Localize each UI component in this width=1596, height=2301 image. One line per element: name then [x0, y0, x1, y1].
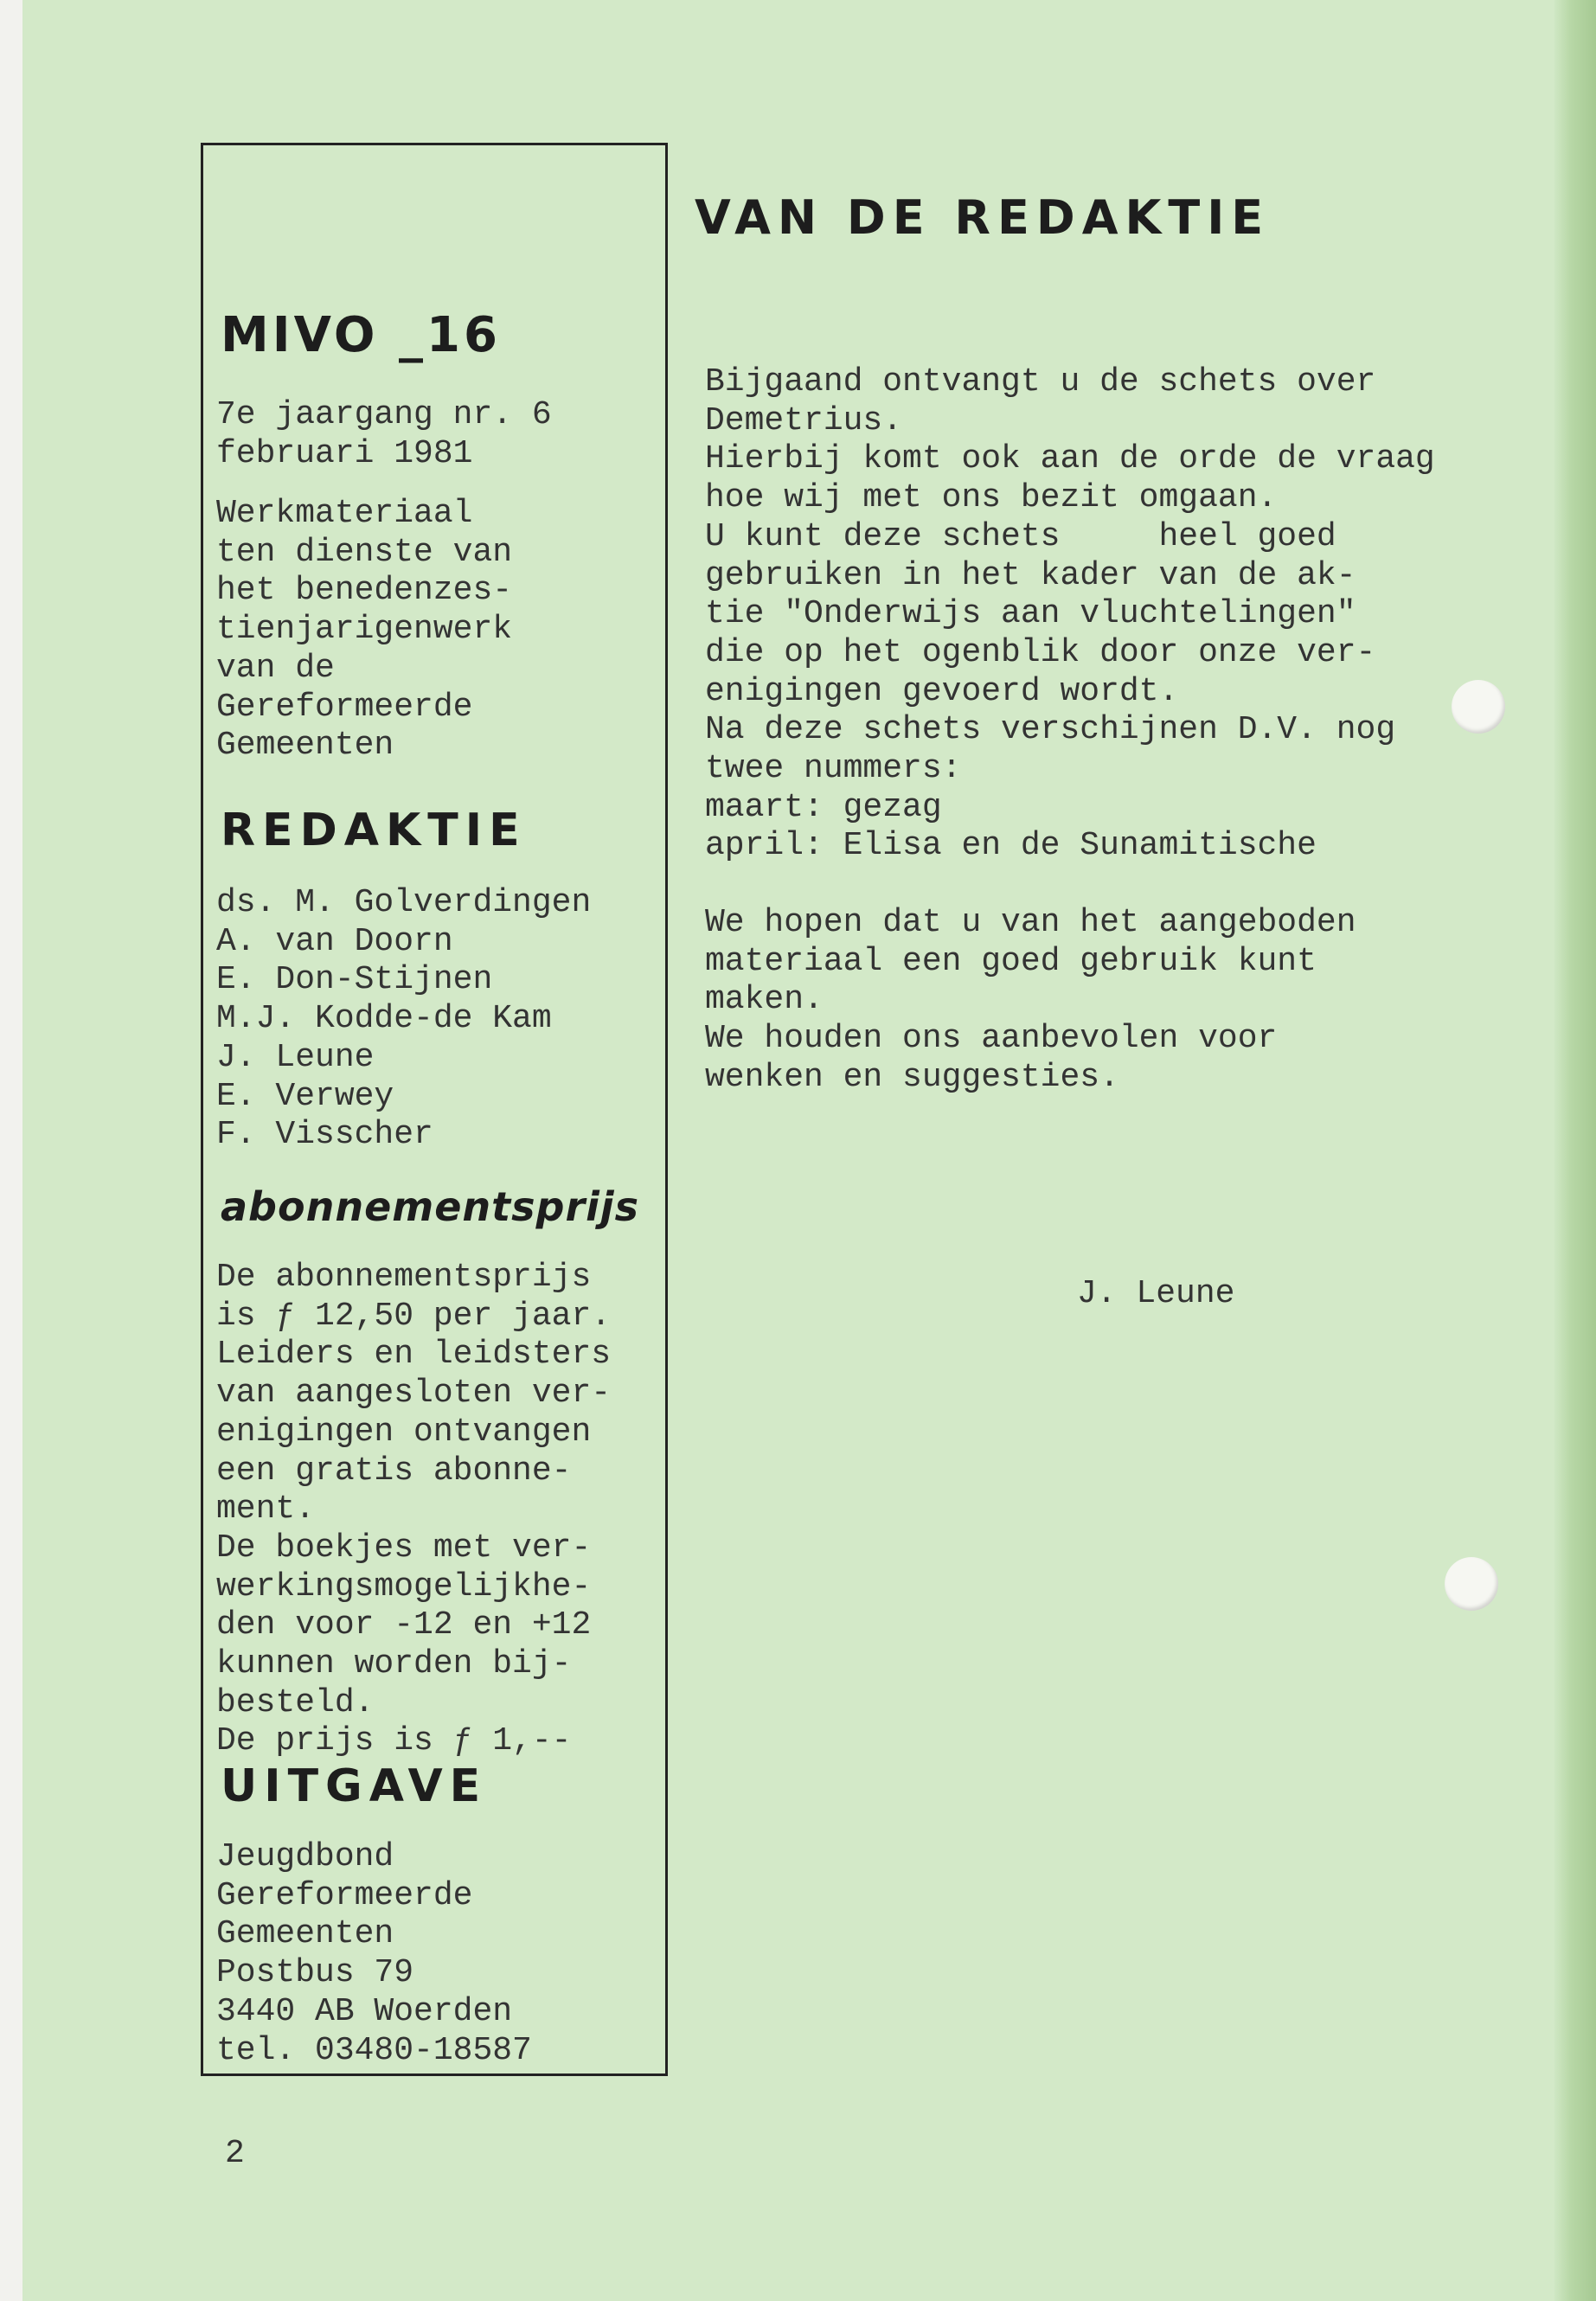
text-line: van de: [216, 649, 335, 687]
text-line: Jeugdbond: [216, 1838, 394, 1875]
text-line: 3440 AB Woerden: [216, 1992, 513, 2030]
page-number: 2: [225, 2135, 245, 2172]
text-line: kunnen worden bij-: [216, 1645, 572, 1683]
abonnement-heading: abonnementsprijs: [221, 1183, 640, 1230]
text-line: hoe wij met ons bezit omgaan.: [705, 479, 1278, 517]
text-line: april: Elisa en de Sunamitische: [705, 827, 1317, 865]
text-line: F. Visscher: [216, 1116, 433, 1154]
text-line: Demetrius.: [705, 401, 903, 439]
text-line: ds. M. Golverdingen: [216, 884, 592, 921]
text-line: ment.: [216, 1490, 316, 1529]
uitgave-heading: UITGAVE: [221, 1760, 488, 1812]
text-line: tel. 03480-18587: [216, 2031, 532, 2069]
punch-hole: [1445, 1557, 1498, 1611]
scan-edge-left: [0, 0, 22, 2301]
text-line: Gemeenten: [216, 1915, 394, 1953]
scan-edge-right: [1554, 0, 1596, 2301]
text-line: materiaal een goed gebruik kunt: [705, 942, 1317, 980]
text-line: De boekjes met ver-: [216, 1529, 592, 1567]
text-line: ten dienste van: [216, 533, 513, 571]
text-line: gebruiken in het kader van de ak-: [705, 556, 1356, 594]
text-line: Na deze schets verschijnen D.V. nog: [705, 711, 1396, 749]
text-line: De prijs is ƒ 1,--: [216, 1722, 572, 1760]
text-line: E. Don-Stijnen: [216, 961, 493, 999]
text-line: enigingen ontvangen: [216, 1413, 592, 1451]
text-line: A. van Doorn: [216, 922, 453, 960]
issue-info: [216, 396, 552, 473]
text-line: tie "Onderwijs aan vluchtelingen": [705, 595, 1356, 633]
text-line: De abonnementsprijs: [216, 1259, 592, 1296]
text-line: het benedenzes-: [216, 572, 513, 610]
article-heading: VAN DE REDAKTIE: [695, 190, 1271, 245]
text-line: enigingen gevoerd wordt.: [705, 672, 1179, 710]
magazine-title: MIVO _16: [221, 307, 501, 363]
abonnement-text: [216, 1259, 611, 1761]
text-line: werkingsmogelijkhe-: [216, 1567, 592, 1606]
redaktie-heading: REDAKTIE: [221, 804, 527, 856]
text-line: Gereformeerde: [216, 1876, 473, 1914]
punch-hole: [1452, 680, 1505, 734]
article-paragraph-2: [705, 904, 1356, 1098]
redaktie-members: [216, 884, 591, 1155]
text-line: maken.: [705, 981, 824, 1019]
magazine-description: [216, 495, 512, 766]
text-line: 7e jaargang nr. 6: [216, 396, 552, 433]
text-line: maart: gezag: [705, 788, 942, 826]
text-line: Postbus 79: [216, 1954, 414, 1992]
text-line: twee nummers:: [705, 750, 962, 788]
text-line: besteld.: [216, 1683, 375, 1721]
text-line: We houden ons aanbevolen voor: [705, 1020, 1278, 1058]
text-line: die op het ogenblik door onze ver-: [705, 633, 1376, 671]
article-paragraph-1: [705, 363, 1435, 866]
text-line: U kunt deze schets heel goed: [705, 517, 1336, 555]
text-line: Gemeenten: [216, 727, 394, 765]
text-line: februari 1981: [216, 434, 473, 472]
text-line: We hopen dat u van het aangeboden: [705, 904, 1356, 941]
text-line: Bijgaand ontvangt u de schets over: [705, 363, 1376, 401]
text-line: van aangesloten ver-: [216, 1375, 612, 1413]
text-line: Werkmateriaal: [216, 495, 473, 532]
text-line: E. Verwey: [216, 1077, 394, 1115]
text-line: M.J. Kodde-de Kam: [216, 1000, 552, 1038]
article-signature: J. Leune: [1077, 1275, 1235, 1312]
text-line: J. Leune: [216, 1038, 375, 1076]
text-line: Hierbij komt ook aan de orde de vraag: [705, 440, 1435, 478]
text-line: wenken en suggesties.: [705, 1058, 1119, 1096]
text-line: den voor -12 en +12: [216, 1606, 592, 1644]
text-line: Leiders en leidsters: [216, 1336, 612, 1374]
text-line: een gratis abonne-: [216, 1452, 572, 1490]
text-line: tienjarigenwerk: [216, 611, 513, 649]
uitgave-address: [216, 1838, 532, 2070]
text-line: Gereformeerde: [216, 688, 473, 726]
text-line: is ƒ 12,50 per jaar.: [216, 1297, 612, 1335]
